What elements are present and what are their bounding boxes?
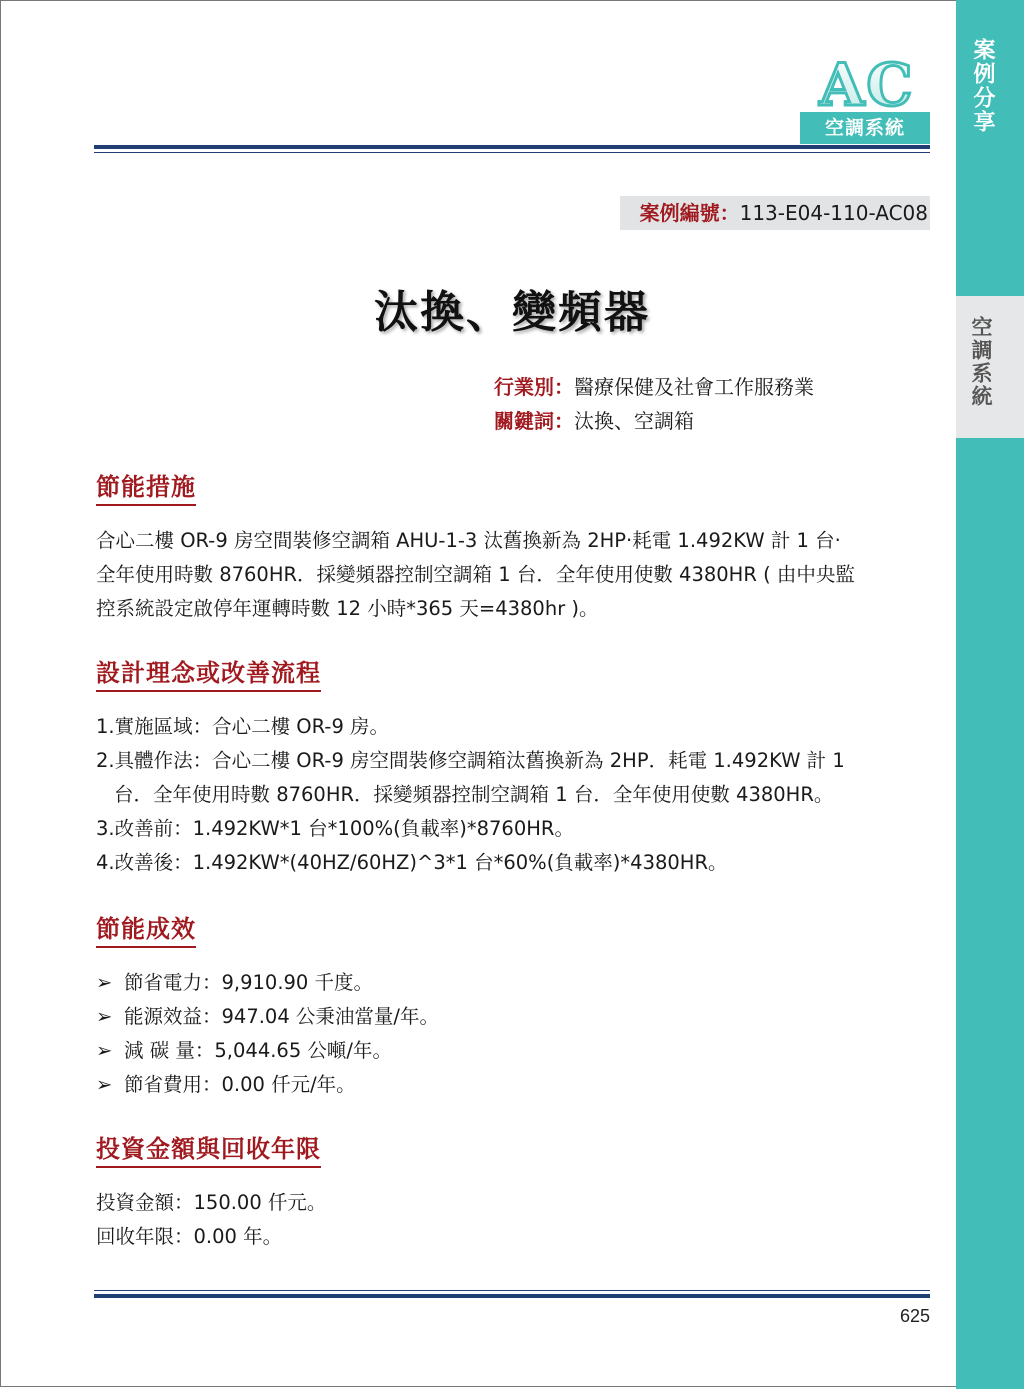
ac-logo — [806, 56, 928, 110]
design-line: 1.實施區域：合心二樓 OR-9 房。 — [96, 715, 390, 738]
measures-line: 合心二樓 OR-9 房空間裝修空調箱 AHU-1-3 汰舊換新為 2HP‧耗電 1.492KW 計 1 台‧ — [96, 529, 841, 552]
investment-line: 投資金額：150.00 仟元。 — [96, 1191, 327, 1214]
results-item — [96, 966, 373, 1000]
results-item-text: 能源效益：947.04 公秉油當量/年。 — [124, 1005, 439, 1028]
header-rule-thin — [94, 152, 930, 153]
case-number-value: 113-E04-110-AC08 — [739, 201, 928, 225]
ac-logo-text: AC — [819, 56, 915, 110]
results-item-text: 節省費用：0.00 仟元/年。 — [124, 1073, 356, 1096]
side-category-label: 案例分享 — [970, 38, 995, 134]
industry-value: 醫療保健及社會工作服務業 — [574, 375, 814, 399]
bullet-arrow-icon: ➢ — [96, 1039, 113, 1062]
footer-rule — [94, 1294, 930, 1298]
case-number-label: 案例編號： — [639, 201, 740, 225]
measures-line: 控系統設定啟停年運轉時數 12 小時*365 天=4380hr )。 — [96, 597, 599, 620]
bullet-arrow-icon: ➢ — [96, 1073, 113, 1096]
results-item-text: 減 碳 量：5,044.65 公噸/年。 — [124, 1039, 393, 1062]
industry-row — [494, 372, 814, 402]
keyword-row — [494, 406, 694, 436]
bullet-arrow-icon: ➢ — [96, 971, 113, 994]
page-number: 625 — [899, 1306, 930, 1326]
keyword-label: 關鍵詞： — [494, 409, 574, 433]
results-item — [96, 1000, 439, 1034]
footer-rule-thin — [94, 1290, 930, 1291]
section-heading-measures: 節能措施 — [96, 470, 196, 506]
results-item-text: 節省電力：9,910.90 千度。 — [124, 971, 374, 994]
side-strip — [956, 0, 1024, 1389]
section-heading-design: 設計理念或改善流程 — [96, 656, 321, 692]
results-item — [96, 1034, 392, 1068]
bullet-arrow-icon: ➢ — [96, 1005, 113, 1028]
section-heading-results: 節能成效 — [96, 912, 196, 948]
design-line: 台．全年使用時數 8760HR．採變頻器控制空調箱 1 台．全年使用使數 4380HR。 — [114, 783, 834, 806]
case-number — [620, 196, 930, 230]
design-line: 2.具體作法：合心二樓 OR-9 房空間裝修空調箱汰舊換新為 2HP．耗電 1.492KW 計 1 — [96, 749, 845, 772]
investment-line: 回收年限：0.00 年。 — [96, 1225, 283, 1248]
logo-caption: 空調系統 — [800, 112, 930, 144]
page-title: 汰換、變頻器 — [374, 287, 650, 338]
design-line: 3.改善前：1.492KW*1 台*100%(負載率)*8760HR。 — [96, 817, 574, 840]
header-rule — [94, 145, 930, 149]
results-item — [96, 1068, 356, 1102]
industry-label: 行業別： — [494, 375, 574, 399]
section-heading-investment: 投資金額與回收年限 — [96, 1132, 321, 1168]
side-tab-label: 空調系統 — [969, 316, 993, 408]
keyword-value: 汰換、空調箱 — [574, 409, 694, 433]
design-line: 4.改善後：1.492KW*(40HZ/60HZ)^3*1 台*60%(負載率)*4380HR。 — [96, 851, 728, 874]
measures-line: 全年使用時數 8760HR．採變頻器控制空調箱 1 台．全年使用使數 4380HR ( 由中央監 — [96, 563, 855, 586]
